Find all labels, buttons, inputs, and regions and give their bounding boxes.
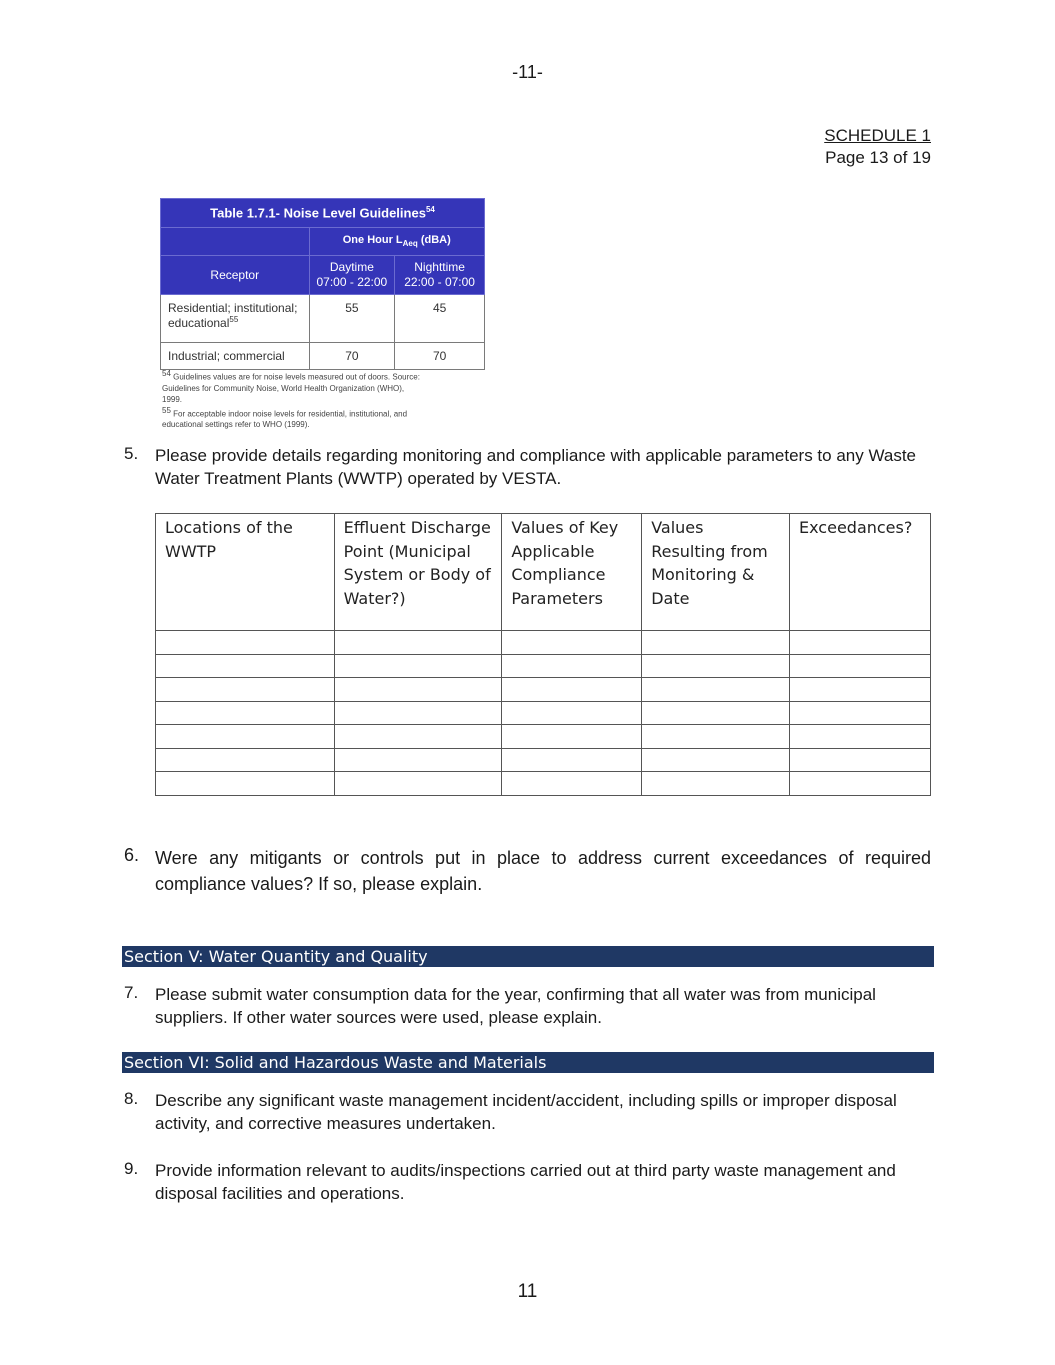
table-row <box>156 678 931 702</box>
section-heading-water: Section V: Water Quantity and Quality <box>122 946 934 967</box>
table-header-row <box>156 514 931 631</box>
one-hour-header: One Hour $L_{Aeq}$ (dBA) <box>309 228 484 256</box>
schedule-label: SCHEDULE 1 <box>824 126 931 145</box>
table-cell[interactable] <box>790 725 931 749</box>
receptor-cell: Residential; institutional; educational$^{55}$ <box>161 295 310 343</box>
table-cell[interactable] <box>156 701 335 725</box>
table-cell[interactable] <box>642 631 790 655</box>
table-cell[interactable] <box>156 654 335 678</box>
table-row <box>156 772 931 796</box>
table-cell[interactable] <box>334 678 502 702</box>
column-header: Exceedances? <box>790 514 931 631</box>
table-cell[interactable] <box>502 748 642 772</box>
daytime-header: Daytime 07:00 - 22:00 <box>309 256 395 295</box>
table-cell[interactable] <box>156 725 335 749</box>
table-cell[interactable] <box>502 725 642 749</box>
table-cell[interactable] <box>642 772 790 796</box>
table-cell[interactable] <box>790 654 931 678</box>
table-cell[interactable] <box>156 748 335 772</box>
table-cell[interactable] <box>502 654 642 678</box>
noise-table-footnotes <box>162 368 422 430</box>
question-number: 7. <box>124 983 139 1002</box>
table-row <box>161 343 485 370</box>
question-number: 6. <box>124 845 140 865</box>
table-cell[interactable] <box>502 701 642 725</box>
nighttime-header: Nighttime 22:00 - 07:00 <box>395 256 485 295</box>
table-cell[interactable] <box>790 678 931 702</box>
table-cell[interactable] <box>642 748 790 772</box>
page-number: 11 <box>517 1281 538 1302</box>
question-number: 8. <box>124 1089 139 1108</box>
wwtp-table <box>155 513 931 796</box>
footnote: $^{55}$ For acceptable indoor noise levels for residential, institutional, and educational settings refer to WHO (1999). <box>162 405 408 430</box>
night-value: 45 <box>395 295 485 343</box>
table-cell[interactable] <box>502 631 642 655</box>
table-row <box>161 295 485 343</box>
table-cell[interactable] <box>156 772 335 796</box>
table-row <box>156 631 931 655</box>
table-cell[interactable] <box>502 678 642 702</box>
column-header: Values of Key Applicable Compliance Parameters <box>502 514 642 631</box>
table-cell[interactable] <box>790 701 931 725</box>
column-header: Values Resulting from Monitoring & Date <box>642 514 790 631</box>
noise-table-title: Table 1.7.1- Noise Level Guidelines$^{54}$ <box>161 199 485 228</box>
table-cell[interactable] <box>790 631 931 655</box>
question-text: Describe any significant waste management incident/accident, including spills or improper disposal activity, and corrective measures undertaken. <box>155 1091 897 1133</box>
schedule-block <box>824 125 931 169</box>
table-cell[interactable] <box>334 631 502 655</box>
table-cell[interactable] <box>642 654 790 678</box>
receptor-header: Receptor <box>161 256 310 295</box>
receptor-cell: Industrial; commercial <box>161 343 310 370</box>
table-cell[interactable] <box>334 654 502 678</box>
table-cell[interactable] <box>642 701 790 725</box>
table-cell[interactable] <box>502 772 642 796</box>
day-value: 55 <box>309 295 395 343</box>
question-number: 5. <box>124 444 139 463</box>
night-value: 70 <box>395 343 485 370</box>
column-header: Locations of the WWTP <box>156 514 335 631</box>
table-cell[interactable] <box>642 725 790 749</box>
table-cell[interactable] <box>156 631 335 655</box>
question-text: Please submit water consumption data for the year, confirming that all water was from municipal suppliers. If other water sources were used, please explain. <box>155 985 876 1027</box>
table-cell[interactable] <box>334 748 502 772</box>
table-cell[interactable] <box>334 701 502 725</box>
table-row <box>156 701 931 725</box>
table-cell[interactable] <box>334 725 502 749</box>
footnote: $^{54}$ Guidelines values are for noise levels measured out of doors. Source: Guidelines for Community Noise, World Health Organization (WHO), 1999. <box>162 369 420 404</box>
table-cell[interactable] <box>790 748 931 772</box>
table-row <box>156 748 931 772</box>
question-text: Please provide details regarding monitoring and compliance with applicable parameters to any Waste Water Treatment Plants (WWTP) operated by VESTA. <box>155 446 917 488</box>
table-row <box>156 725 931 749</box>
schedule-page: Page 13 of 19 <box>825 148 931 167</box>
question-text: Provide information relevant to audits/inspections carried out at third party waste management and disposal facilities and operations. <box>155 1161 896 1203</box>
section-heading-waste: Section VI: Solid and Hazardous Waste and Materials <box>122 1052 934 1073</box>
question-text: Were any mitigants or controls put in place to address current exceedances of required compliance values? If so, please explain. <box>155 848 931 894</box>
table-cell[interactable] <box>156 678 335 702</box>
day-value: 70 <box>309 343 395 370</box>
table-cell[interactable] <box>334 772 502 796</box>
table-row <box>156 654 931 678</box>
page-header-marker: -11- <box>512 62 543 82</box>
column-header: Effluent Discharge Point (Municipal System or Body of Water?) <box>334 514 502 631</box>
question-number: 9. <box>124 1159 139 1178</box>
table-cell[interactable] <box>642 678 790 702</box>
noise-level-table <box>160 198 485 370</box>
table-cell[interactable] <box>790 772 931 796</box>
